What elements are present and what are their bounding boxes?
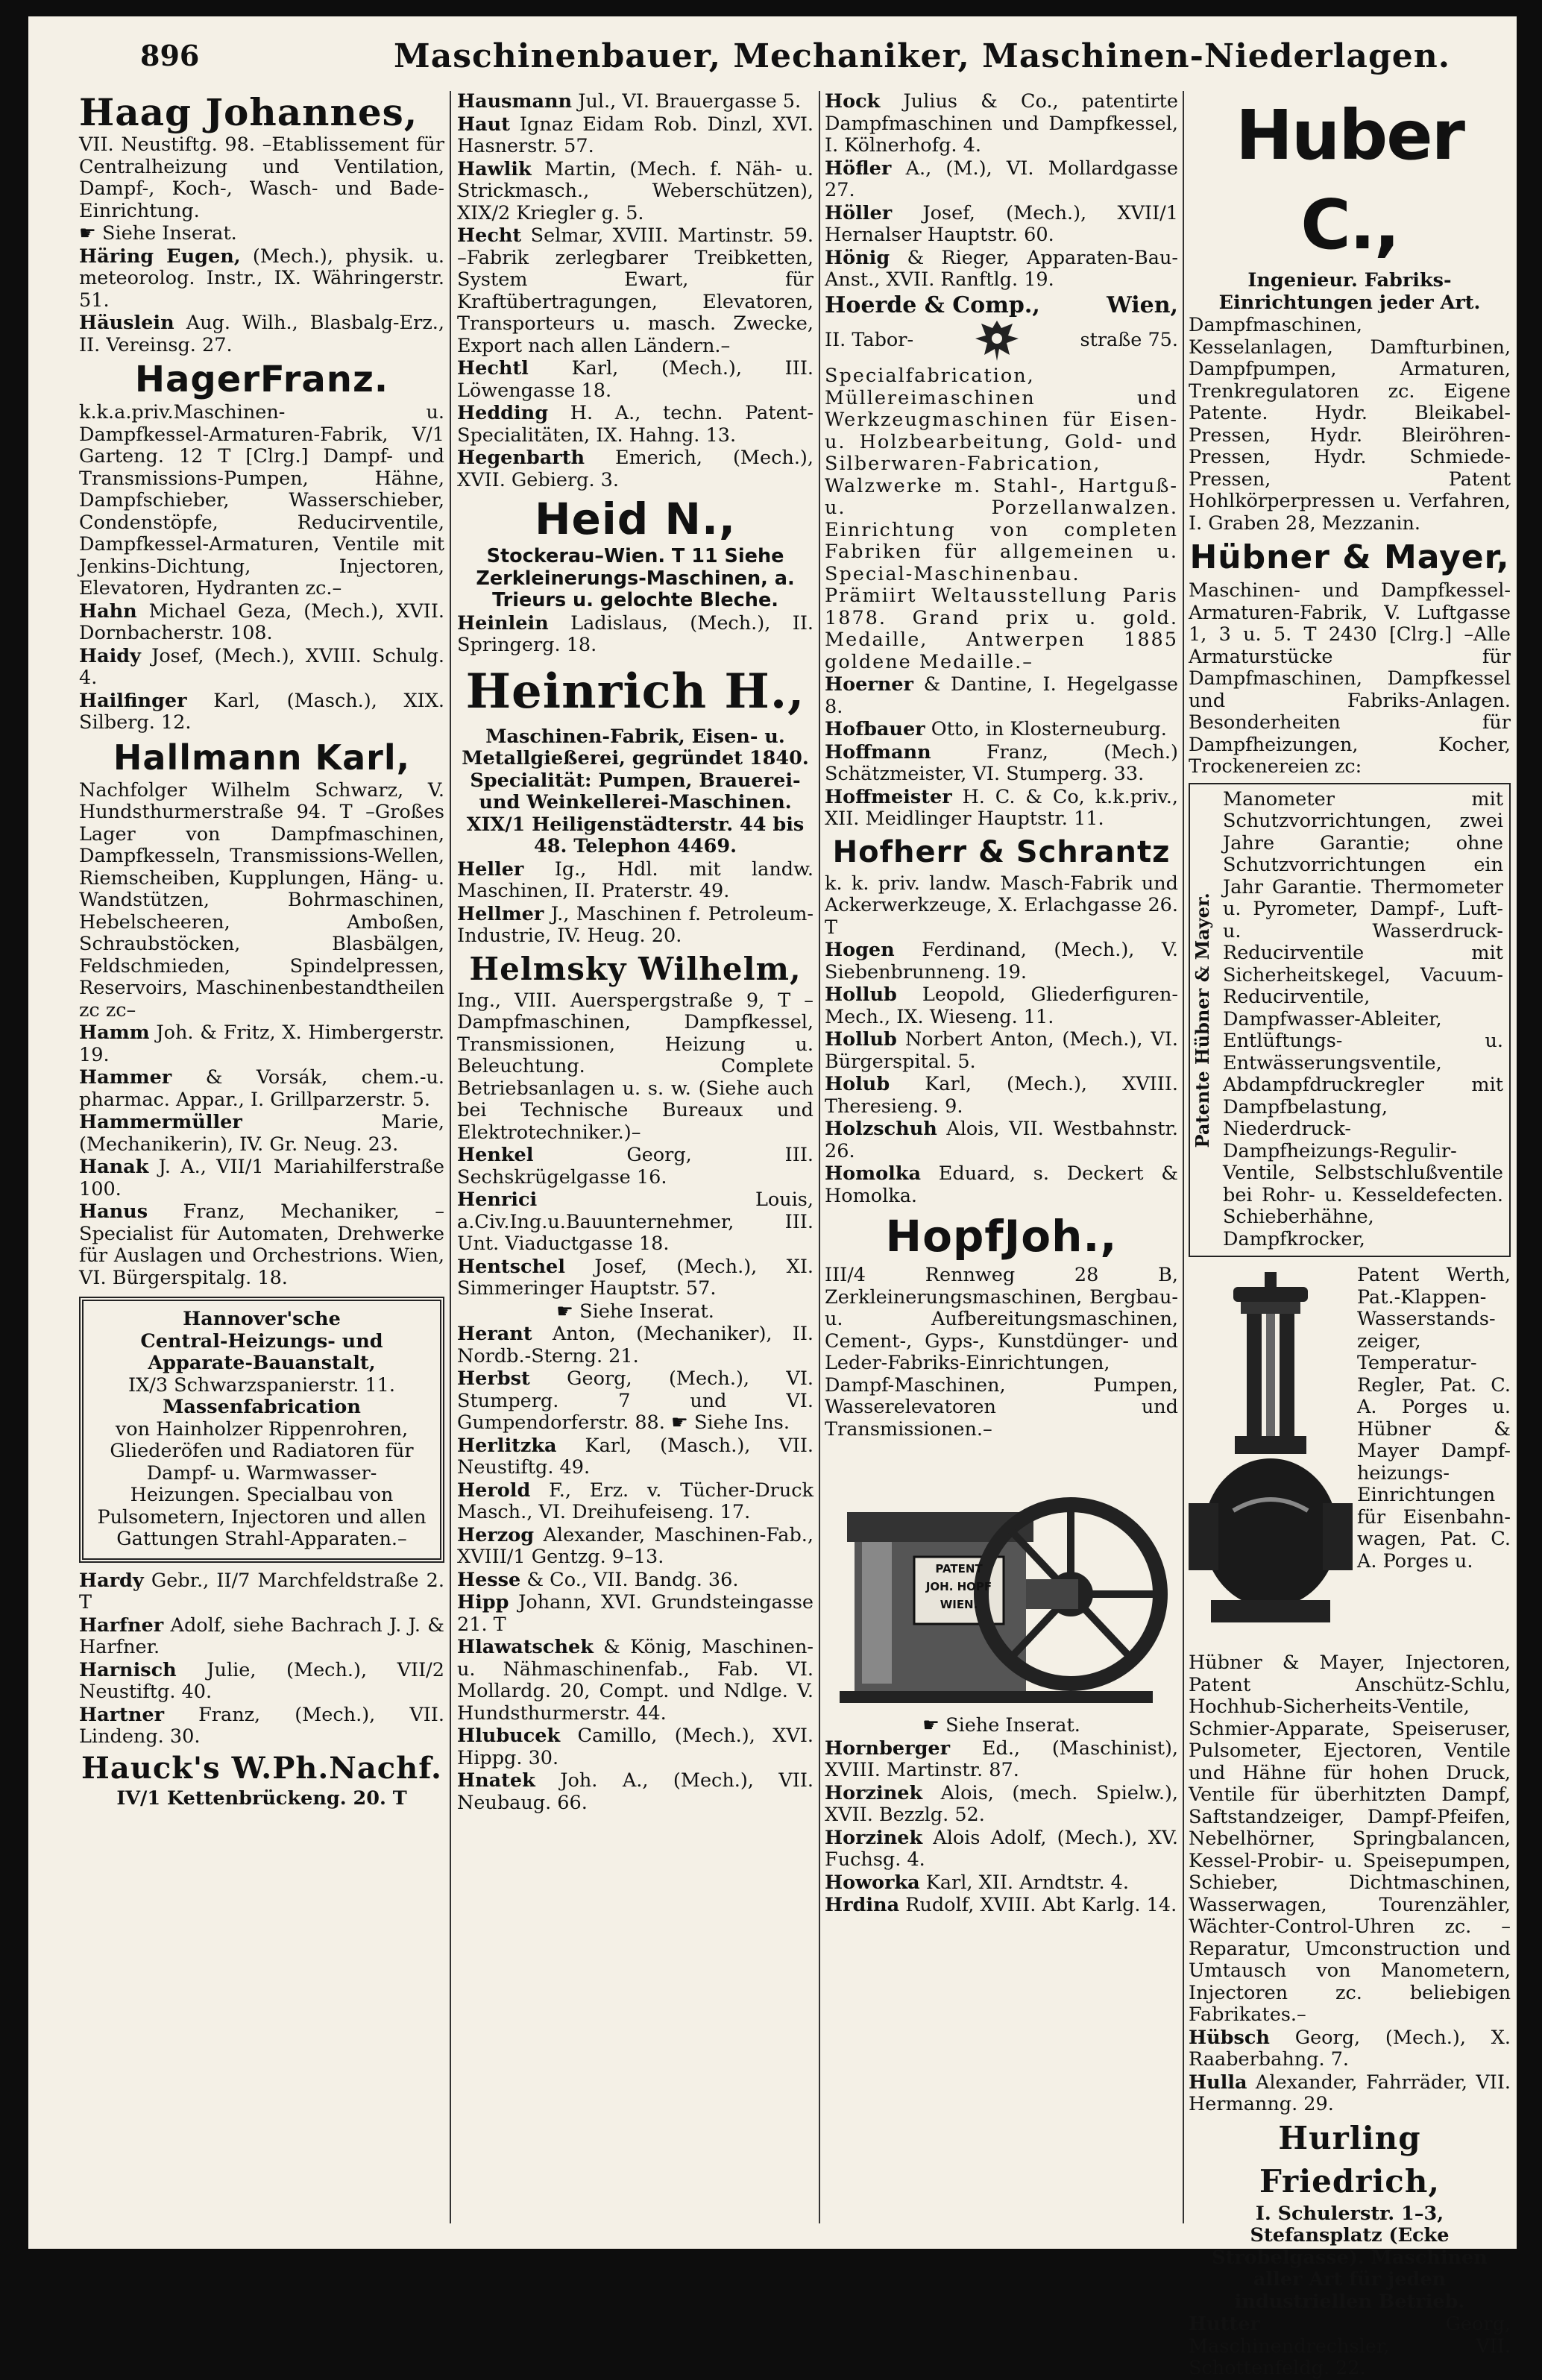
page-number: 896 xyxy=(140,39,200,72)
directory-entry: Hartner Franz, (Mech.), VII. Lindeng. 30. xyxy=(79,1703,444,1748)
double-eagle-emblem-icon xyxy=(971,316,1023,365)
entry-text: VII. Neustiftg. 98. –Etablissement für Centralheizung und Ventilation, Dampf-, Koch-, Wasch- und Bade-Einrichtung. xyxy=(79,133,444,222)
directory-entry: Hecht Selmar, XVIII. Martinstr. 59. –Fabrik zerlegbarer Treibketten, System Ewart, für Kraftübertragungen, Elevatoren, Transporteurs u. masch. Zwecke, Export nach allen Ländern.– xyxy=(457,224,814,357)
directory-entry: Hornberger Ed., (Maschinist), XVIII. Martinstr. 87. xyxy=(825,1737,1178,1781)
entry-text: Specialfabrication, Müllereimaschinen und Werkzeugmaschinen für Eisen- u. Holzbearbeitung, Gold- und Silberwaren-Fabrication, Walzwerke m. Stahl-, Hartguß- u. Porzellanwalzen. Einrichtung von completen Fabriken für allgemeinen u. Special-Maschinenbau. Prämiirt Weltausstellung Paris 1878. Grand prix u. gold. Medaille, Antwerpen 1885 goldene Medaille.– xyxy=(825,365,1178,673)
directory-entry: Höller Josef, (Mech.), XVII/1 Hernalser Hauptstr. 60. xyxy=(825,201,1178,246)
vertical-label: Patente Hübner & Mayer. xyxy=(1192,892,1213,1148)
directory-entry: Hardy Gebr., II/7 Marchfeldstraße 2. T xyxy=(79,1569,444,1614)
directory-entry: Hahn Michael Geza, (Mech.), XVII. Dornbacherstr. 108. xyxy=(79,599,445,644)
directory-entry: Herzog Alexander, Maschinen-Fab., XVIII/1 Gentzg. 9–13. xyxy=(457,1523,814,1568)
running-title: Maschinenbauer, Mechaniker, Maschinen-Niederlagen. xyxy=(394,37,1451,75)
machine-plate: PATENT JOH. HOPF WIEN. xyxy=(925,1562,992,1611)
column-rule xyxy=(1183,91,1184,2223)
directory-entry: Harfner Adolf, siehe Bachrach J. J. & Harfner. xyxy=(79,1614,444,1658)
directory-entry: Harnisch Julie, (Mech.), VII/2 Neustiftg. 40. xyxy=(79,1658,444,1703)
directory-entry: Häuslein Aug. Wilh., Blasbalg-Erz., II. Vereinsg. 27. xyxy=(79,312,444,356)
directory-entry: Heinlein Ladislaus, (Mech.), II. Springerg. 18. xyxy=(457,611,814,656)
entry-name-large: Haag Johannes, xyxy=(79,90,418,134)
entry-reference: ☛ Siehe Inserat. xyxy=(79,222,237,245)
entry-name-large: Heid N., xyxy=(534,494,737,544)
entry-name-large: Hofherr & Schrantz xyxy=(832,834,1171,869)
directory-page xyxy=(28,16,1517,2379)
directory-entry: Holub Karl, (Mech.), XVIII. Theresieng. 9. xyxy=(825,1073,1179,1118)
column-4 xyxy=(1189,91,1511,2379)
entry-reference: ☛ Siehe Inserat. xyxy=(922,1714,1080,1737)
directory-entry: Hellmer J., Maschinen f. Petroleum-Industrie, IV. Heug. 20. xyxy=(457,902,814,947)
entry-text: Stockerau–Wien. T 11 Siehe Zerkleinerungs-Maschinen, a. Trieurs u. gelochte Bleche. xyxy=(476,545,795,611)
directory-entry: Hanus Franz, Mechaniker, –Specialist für Automaten, Drehwerke für Auslagen und Orchestrions. Wien, VI. Bürgerspitalg. 18. xyxy=(79,1200,445,1289)
advertisement-box: Hannover'sche Central-Heizungs- und Apparate-Bauanstalt, IX/3 Schwarzspanierstr. 11. Massenfabrication von Hainholzer Rippenrohren, Gliederöfen und Radiatoren für Dampf- u. Warmwasser-Heizungen. Specialbau von Pulsometern, Injectoren und allen Gattungen Strahl-Apparaten.– xyxy=(79,1297,444,1563)
entry-text: Dampfmaschinen, Kesselanlagen, Damfturbinen, Dampfpumpen, Armaturen, Trenkregulatoren zc. Eigene Patente. Hydr. Bleikabel-Pressen, Hydr. Bleiröhren-Pressen, Hydr. Schmiede-Pressen, Patent Hohlkörperpressen u. Verfahren, I. Graben 28, Mezzanin. xyxy=(1189,314,1511,535)
hoerde-heading: Hoerde & Comp., Wien, xyxy=(825,292,1178,318)
entry-text: III/4 Rennweg 28 B, Zerkleinerungsmaschinen, Bergbau- u. Aufbereitungsmaschinen, Cement-, Gyps-, Kunstdünger- und Leder-Fabriks-Einrichtungen, Dampf-Maschinen, Pumpen, Wasserelevatoren und Transmissionen.– xyxy=(825,1264,1178,1441)
column-3 xyxy=(825,91,1178,2238)
entry-name-large: HagerFranz. xyxy=(134,359,389,400)
valve-icon xyxy=(1189,1265,1353,1652)
directory-entry: Heller Ig., Hdl. mit landw. Maschinen, II. Praterstr. 49. xyxy=(457,857,814,902)
directory-entry: Hulla Alexander, Fahrräder, VII. Hermanng. 29. xyxy=(1189,2071,1511,2115)
directory-entry: Henrici Louis, a.Civ.Ing.u.Bauunternehmer, III. Unt. Viaductgasse 18. xyxy=(457,1189,814,1255)
directory-entry: Hofbauer Otto, in Klosterneuburg. xyxy=(825,718,1167,740)
directory-entry: Hock Julius & Co., patentirte Dampfmaschinen und Dampfkessel, I. Kölnerhofg. 4. xyxy=(825,90,1179,157)
entry-text: Patent Werth, Pat.-Klappen-Wasserstands-zeiger, Temperatur-Regler, Pat. C. A. Porges u. Hübner & Mayer Dampf-heizungs-Einrichtungen für Eisenbahn-wagen, Pat. C. A. Porges u. xyxy=(1357,1264,1511,1572)
directory-entry: Horzinek Alois, (mech. Spielw.), XVII. Bezzlg. 52. xyxy=(825,1781,1178,1826)
entry-text: Hübner & Mayer, Injectoren, Patent Anschütz-Schlu, Hochhub-Sicherheits-Ventile, Schmier-Apparate, Speiseruser, Pulsometer, Ejectoren, Ventile und Hähne für hohen Druck, Ventile für überhitzten Dampf, Saftstandzeiger, Dampf-Pfeifen, Nebelhörner, Springbalancen, Kessel-Probir- u. Speisepumpen, Schieber, Dichtmaschinen, Wasserwagen, Tourenzähler, Wächter-Control-Uhren zc. – Reparatur, Umconstruction und Umtausch von Manometern, Injectoren zc. beliebigen Fabrikates.– xyxy=(1189,1652,1511,2026)
directory-entry: Hedding H. A., techn. Patent-Specialitäten, IX. Hahng. 13. xyxy=(457,402,814,447)
entry-text: Maschinen-Fabrik, Eisen- u. Metallgießerei, gegründet 1840. Specialität: Pumpen, Brauerei- und Weinkellerei-Maschinen. XIX/1 Heiligenstädterstr. 44 bis 48. Telephon 4469. xyxy=(462,725,809,857)
entry-name-large: Helmsky Wilhelm, xyxy=(469,950,802,987)
pointing-hand-icon: ☛ xyxy=(922,1714,946,1737)
directory-entry: Hübsch Georg, (Mech.), X. Raaberbahng. 7. xyxy=(1189,2026,1511,2071)
directory-entry: Herold F., Erz. v. Tücher-Druck Masch., VI. Dreihufeiseng. 17. xyxy=(457,1479,814,1523)
entry-text: Manometer mit Schutzvorrichtungen, zwei Jahre Garantie; ohne Schutzvorrichtungen ein Jahr Garantie. Thermometer u. Pyrometer, Dampf-, Luft- u. Wasserdruck-Reducirventile mit Sicherheitskegel, Vacuum-Reducirventile, Dampfwasser-Ableiter, Entlüftungs- u. Entwässerungsventile, Abdampfdruckregler mit Dampfbelastung, Niederdruck-Dampfheizungs-Regulir-Ventile, Selbstschlußventile bei Rohr- u. Kesseldefecten. Schieberhähne, Dampfkrocker, xyxy=(1223,787,1503,1250)
pointing-hand-icon: ☛ xyxy=(671,1411,694,1434)
directory-entry: Hammermüller Marie, (Mechanikerin), IV. Gr. Neug. 23. xyxy=(79,1111,444,1156)
directory-entry: Höfler A., (M.), VI. Mollardgasse 27. xyxy=(825,157,1178,201)
entry-reference: ☛ Siehe Inserat. xyxy=(556,1300,714,1323)
column-rule xyxy=(819,91,820,2223)
column-1 xyxy=(79,91,444,2238)
page-header xyxy=(28,16,1517,88)
directory-entry: Horzinek Alois Adolf, (Mech.), XV. Fuchsg. 4. xyxy=(825,1826,1178,1871)
directory-entry: Hogen Ferdinand, (Mech.), V. Siebenbrunneng. 19. xyxy=(825,939,1178,983)
stone-crusher-machine-illustration xyxy=(825,1445,1178,1710)
directory-entry: Hechtl Karl, (Mech.), III. Löwengasse 18. xyxy=(457,357,814,402)
entry-name-large: HopfJoh., xyxy=(885,1211,1118,1262)
directory-entry: Hanak J. A., VII/1 Mariahilferstraße 100. xyxy=(79,1156,444,1200)
directory-entry: Hammer & Vorsák, chem.-u. pharmac. Appar., I. Grillparzerstr. 5. xyxy=(79,1066,444,1111)
directory-entry: Hailfinger Karl, (Masch.), XIX. Silberg. 12. xyxy=(79,689,444,734)
column-rule xyxy=(450,91,451,2223)
directory-entry: Hnatek Joh. A., (Mech.), VII. Neubaug. 66. xyxy=(457,1769,814,1814)
directory-entry: Henkel Georg, III. Sechskrügelgasse 16. xyxy=(457,1144,814,1189)
entry-name-large: Heinrich H., xyxy=(465,663,805,720)
entry-heading: Ingenieur. Fabriks-Einrichtungen jeder Art. xyxy=(1218,269,1481,314)
hoerde-address: II. Tabor- straße 75. xyxy=(825,316,1178,365)
directory-entry: Hipp Johann, XVI. Grundsteingasse 21. T xyxy=(457,1591,814,1636)
entry-text: Maschinen- und Dampfkessel-Armaturen-Fabrik, V. Luftgasse 1, 3 u. 5. T 2430 [Clrg.] –Alle Armaturstücke für Dampfmaschinen, Dampfkessel und Fabriks-Anlagen. Besonderheiten für Dampfheizungen, Kocher, Trockenereien zc: xyxy=(1189,579,1511,778)
directory-entry: Herbst Georg, (Mech.), VI. Stumperg. 7 und VI. Gumpendorferstr. 88. ☛ Siehe Ins. xyxy=(457,1367,814,1434)
valve-block xyxy=(1189,1265,1511,1652)
directory-entry: Haidy Josef, (Mech.), XVIII. Schulg. 4. xyxy=(79,644,445,689)
entry-text: IV/1 Kettenbrückeng. 20. T xyxy=(116,1786,407,1810)
directory-entry: Hlawatschek & König, Maschinen- u. Nähmaschinenfab., Fab. VI. Mollardg. 20, Compt. und Ndlge. V. Hundsthurmerstr. 44. xyxy=(457,1636,814,1725)
directory-entry: Hönig & Rieger, Apparaten-Bau-Anst., XVII. Ranftlg. 19. xyxy=(825,246,1179,291)
directory-entry: Hlubucek Camillo, (Mech.), XVI. Hippg. 30. xyxy=(457,1725,814,1769)
pointing-hand-icon: ☛ xyxy=(556,1300,580,1323)
column-2 xyxy=(457,91,814,2238)
pointing-hand-icon: ☛ xyxy=(79,222,102,245)
entry-name-large: Hübner & Mayer, xyxy=(1189,538,1510,576)
directory-entry: Herant Anton, (Mechaniker), II. Nordb.-Sterng. 21. xyxy=(457,1323,814,1367)
directory-entry: Hegenbarth Emerich, (Mech.), XVII. Gebierg. 3. xyxy=(457,447,814,491)
entry-name-large: Hurling Friedrich, xyxy=(1259,2119,1441,2200)
directory-entry: Holzschuh Alois, VII. Westbahnstr. 26. xyxy=(825,1118,1179,1162)
patent-sidebar xyxy=(1189,783,1511,1258)
directory-entry: Hoffmann Franz, (Mech.) Schätzmeister, VI. Stumperg. 33. xyxy=(825,740,1178,785)
entry-name-large: Hallmann Karl, xyxy=(113,737,411,778)
directory-entry: Haut Ignaz Eidam Rob. Dinzl, XVI. Hasnerstr. 57. xyxy=(457,113,814,157)
entry-text: Nachfolger Wilhelm Schwarz, V. Hundsthurmerstraße 94. T –Großes Lager von Dampfmaschinen, Dampfkesseln, Transmissions-Wellen, Riemscheiben, Kupplungen, Häng- u. Wandstützen, Bohrmaschinen, Hebelscheeren, Amboßen, Schraubstöcken, Blasbälgen, Feldschmieden, Spindelpressen, Reservoirs, Maschinenbestandtheilen zc zc– xyxy=(79,778,444,1021)
directory-entry: Hausmann Jul., VI. Brauergasse 5. xyxy=(457,90,802,113)
entry-name-large: Huber C., xyxy=(1235,95,1464,265)
directory-entry: Häring Eugen, (Mech.), physik. u. meteorolog. Instr., IX. Währingerstr. 51. xyxy=(79,245,444,312)
directory-entry: Herlitzka Karl, (Masch.), VII. Neustiftg. 49. xyxy=(457,1434,814,1479)
directory-entry: Hesse & Co., VII. Bandg. 36. xyxy=(457,1568,739,1591)
entry-text: k.k.a.priv.Maschinen- u. Dampfkessel-Armaturen-Fabrik, V/1 Garteng. 12 T [Clrg.] Dampf- und Transmissions-Pumpen, Hähne, Dampfschieber, Wasserschieber, Condenstöpfe, Reducirventile, Dampfkessel-Armaturen, Ventile mit Jenkins-Dichtung, Injectoren, Elevatoren, Hydranten zc.– xyxy=(79,401,444,599)
directory-entry: Homolka Eduard, s. Deckert & Homolka. xyxy=(825,1162,1179,1207)
entry-text: k. k. priv. landw. Masch-Fabrik und Ackerwerkzeuge, X. Erlachgasse 26. T xyxy=(825,872,1178,939)
directory-entry: Hentschel Josef, (Mech.), XI. Simmeringer Hauptstr. 57. xyxy=(457,1255,814,1300)
directory-entry: Hoerner & Dantine, I. Hegelgasse 8. xyxy=(825,673,1178,718)
directory-entry: Hoffmeister H. C. & Co, k.k.priv., XII. Meidlinger Hauptstr. 11. xyxy=(825,785,1178,830)
directory-entry: Hollub Leopold, Gliederfiguren-Mech., IX. Wieseng. 11. xyxy=(825,983,1178,1028)
directory-entry: Howorka Karl, XII. Arndtstr. 4. xyxy=(825,1871,1129,1894)
entry-text: I. Schulerstr. 1–3, Stefansplatz (Ecke Strobelgasse). Maschinen aller Art für jeden industriellen Betrieb. xyxy=(1212,2202,1488,2313)
directory-entry: Hamm Joh. & Fritz, X. Himbergerstr. 19. xyxy=(79,1021,444,1066)
directory-entry: Hollub Norbert Anton, (Mech.), VI. Bürgerspital. 5. xyxy=(825,1028,1178,1073)
directory-entry: Hrdina Rudolf, XVIII. Abt Karlg. 14. xyxy=(825,1894,1177,1916)
directory-entry: Hutter Georg, Maschinendrechsler, VII. Schottenfeldg. 22. xyxy=(1189,2313,1511,2379)
entry-name-large: Hauck's W.Ph.Nachf. xyxy=(81,1750,442,1786)
directory-entry: Hawlik Martin, (Mech. f. Näh- u. Strickmasch., Weberschützen), XIX/2 Kriegler g. 5. xyxy=(457,157,814,224)
entry-text: Ing., VIII. Auerspergstraße 9, T –Dampfmaschinen, Dampfkessel, Transmissionen, Heizung u. Beleuchtung. Complete Betriebsanlagen u. s. w. (Siehe auch bei Technische Bureaux und Elektrotechniker.)– xyxy=(457,989,814,1144)
